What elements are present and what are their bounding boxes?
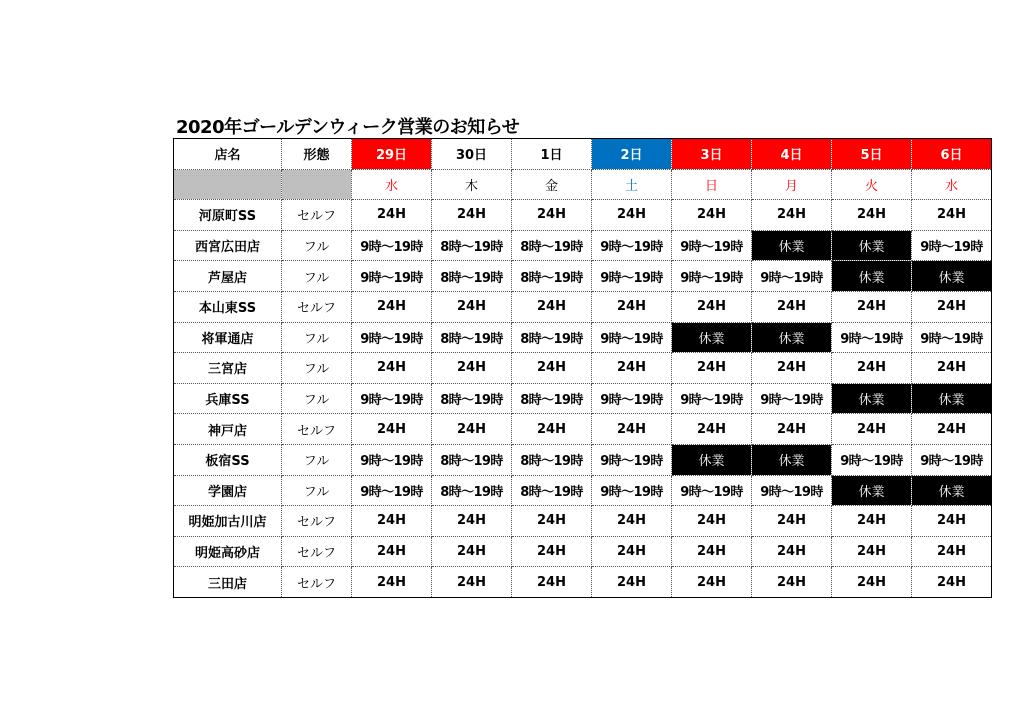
- hours-cell: 24H: [752, 567, 832, 598]
- hours-cell: 9時～19時: [752, 383, 832, 414]
- hours-cell: 24H: [752, 353, 832, 384]
- table-row: [174, 567, 992, 598]
- hours-cell: 8時～19時: [432, 322, 512, 353]
- hours-cell: 9時～19時: [672, 383, 752, 414]
- table-row: [174, 291, 992, 322]
- store-name: 神戸店: [174, 414, 282, 445]
- header-date: 1日: [512, 139, 592, 170]
- table-row: [174, 414, 992, 445]
- header-date: 29日: [352, 139, 432, 170]
- header-blank-cell: [282, 169, 352, 200]
- header-row-weekdays: [174, 169, 992, 200]
- store-name: 芦屋店: [174, 261, 282, 292]
- hours-cell: 24H: [832, 567, 912, 598]
- hours-cell: 8時～19時: [432, 383, 512, 414]
- header-date: 3日: [672, 139, 752, 170]
- header-date: 4日: [752, 139, 832, 170]
- hours-cell: 24H: [672, 567, 752, 598]
- hours-cell: 24H: [912, 536, 992, 567]
- header-weekday: 木: [432, 169, 512, 200]
- hours-cell: 24H: [672, 536, 752, 567]
- store-name: 板宿SS: [174, 444, 282, 475]
- header-weekday: 月: [752, 169, 832, 200]
- hours-cell: 9時～19時: [912, 444, 992, 475]
- store-name: 兵庫SS: [174, 383, 282, 414]
- header-row-dates: [174, 139, 992, 170]
- hours-cell: 8時～19時: [512, 475, 592, 506]
- hours-cell: 9時～19時: [352, 261, 432, 292]
- hours-cell: 8時～19時: [512, 261, 592, 292]
- table-row: [174, 506, 992, 537]
- hours-cell: 8時～19時: [512, 444, 592, 475]
- header-weekday: 日: [672, 169, 752, 200]
- hours-cell: 24H: [912, 414, 992, 445]
- header-store-type: 形態: [282, 139, 352, 170]
- store-type: セルフ: [282, 506, 352, 537]
- hours-cell: 24H: [432, 506, 512, 537]
- hours-cell: 24H: [912, 353, 992, 384]
- closed-cell: 休業: [912, 261, 992, 292]
- closed-cell: 休業: [672, 322, 752, 353]
- hours-cell: 9時～19時: [672, 230, 752, 261]
- hours-cell: 8時～19時: [432, 444, 512, 475]
- table-row: [174, 475, 992, 506]
- table-row: [174, 353, 992, 384]
- store-type: フル: [282, 261, 352, 292]
- hours-cell: 9時～19時: [352, 322, 432, 353]
- table-row: [174, 322, 992, 353]
- hours-cell: 24H: [912, 200, 992, 231]
- store-type: フル: [282, 230, 352, 261]
- hours-cell: 9時～19時: [592, 383, 672, 414]
- hours-cell: 24H: [752, 291, 832, 322]
- store-type: フル: [282, 475, 352, 506]
- hours-cell: 9時～19時: [912, 322, 992, 353]
- header-weekday: 水: [352, 169, 432, 200]
- closed-cell: 休業: [752, 230, 832, 261]
- hours-cell: 24H: [592, 567, 672, 598]
- store-type: フル: [282, 444, 352, 475]
- hours-cell: 24H: [592, 291, 672, 322]
- hours-cell: 24H: [912, 567, 992, 598]
- hours-cell: 24H: [432, 200, 512, 231]
- hours-cell: 24H: [352, 291, 432, 322]
- hours-cell: 24H: [352, 353, 432, 384]
- hours-cell: 24H: [592, 353, 672, 384]
- header-date: 5日: [832, 139, 912, 170]
- hours-cell: 24H: [832, 200, 912, 231]
- hours-cell: 9時～19時: [352, 383, 432, 414]
- hours-cell: 24H: [832, 414, 912, 445]
- closed-cell: 休業: [832, 383, 912, 414]
- hours-cell: 8時～19時: [432, 475, 512, 506]
- store-name: 西宮広田店: [174, 230, 282, 261]
- store-type: フル: [282, 353, 352, 384]
- hours-cell: 24H: [512, 414, 592, 445]
- table-row: [174, 383, 992, 414]
- hours-cell: 24H: [432, 567, 512, 598]
- hours-cell: 8時～19時: [432, 261, 512, 292]
- closed-cell: 休業: [912, 475, 992, 506]
- hours-cell: 9時～19時: [832, 444, 912, 475]
- hours-cell: 8時～19時: [512, 383, 592, 414]
- hours-cell: 8時～19時: [432, 230, 512, 261]
- schedule-table: [173, 138, 992, 598]
- hours-cell: 9時～19時: [592, 322, 672, 353]
- hours-cell: 9時～19時: [752, 475, 832, 506]
- store-name: 本山東SS: [174, 291, 282, 322]
- hours-cell: 24H: [672, 291, 752, 322]
- hours-cell: 8時～19時: [512, 230, 592, 261]
- hours-cell: 24H: [672, 414, 752, 445]
- header-weekday: 火: [832, 169, 912, 200]
- store-name: 明姫高砂店: [174, 536, 282, 567]
- hours-cell: 24H: [432, 353, 512, 384]
- hours-cell: 9時～19時: [592, 444, 672, 475]
- hours-cell: 24H: [352, 506, 432, 537]
- store-type: フル: [282, 322, 352, 353]
- store-name: 三宮店: [174, 353, 282, 384]
- store-type: セルフ: [282, 291, 352, 322]
- hours-cell: 24H: [352, 567, 432, 598]
- schedule-body: [174, 139, 992, 598]
- hours-cell: 9時～19時: [832, 322, 912, 353]
- store-name: 学園店: [174, 475, 282, 506]
- hours-cell: 24H: [832, 536, 912, 567]
- header-store-name: 店名: [174, 139, 282, 170]
- hours-cell: 9時～19時: [592, 475, 672, 506]
- closed-cell: 休業: [832, 230, 912, 261]
- header-date: 30日: [432, 139, 512, 170]
- hours-cell: 24H: [512, 536, 592, 567]
- hours-cell: 24H: [832, 353, 912, 384]
- hours-cell: 24H: [352, 200, 432, 231]
- closed-cell: 休業: [752, 444, 832, 475]
- closed-cell: 休業: [912, 383, 992, 414]
- table-row: [174, 200, 992, 231]
- hours-cell: 9時～19時: [592, 261, 672, 292]
- hours-cell: 9時～19時: [592, 230, 672, 261]
- hours-cell: 24H: [592, 414, 672, 445]
- hours-cell: 9時～19時: [352, 230, 432, 261]
- hours-cell: 24H: [512, 506, 592, 537]
- header-date: 2日: [592, 139, 672, 170]
- hours-cell: 24H: [672, 200, 752, 231]
- hours-cell: 24H: [512, 200, 592, 231]
- hours-cell: 24H: [832, 291, 912, 322]
- closed-cell: 休業: [672, 444, 752, 475]
- hours-cell: 24H: [832, 506, 912, 537]
- hours-cell: 24H: [512, 567, 592, 598]
- hours-cell: 9時～19時: [672, 475, 752, 506]
- hours-cell: 24H: [672, 506, 752, 537]
- hours-cell: 24H: [912, 506, 992, 537]
- store-type: セルフ: [282, 567, 352, 598]
- hours-cell: 24H: [752, 506, 832, 537]
- closed-cell: 休業: [832, 261, 912, 292]
- header-date: 6日: [912, 139, 992, 170]
- hours-cell: 24H: [752, 414, 832, 445]
- hours-cell: 24H: [432, 291, 512, 322]
- hours-cell: 24H: [672, 353, 752, 384]
- store-name: 将軍通店: [174, 322, 282, 353]
- table-row: [174, 536, 992, 567]
- hours-cell: 9時～19時: [352, 475, 432, 506]
- store-type: フル: [282, 383, 352, 414]
- closed-cell: 休業: [752, 322, 832, 353]
- table-row: [174, 261, 992, 292]
- store-type: セルフ: [282, 200, 352, 231]
- hours-cell: 24H: [592, 506, 672, 537]
- hours-cell: 24H: [512, 353, 592, 384]
- hours-cell: 9時～19時: [752, 261, 832, 292]
- hours-cell: 9時～19時: [912, 230, 992, 261]
- hours-cell: 24H: [352, 536, 432, 567]
- store-name: 河原町SS: [174, 200, 282, 231]
- hours-cell: 8時～19時: [512, 322, 592, 353]
- header-weekday: 水: [912, 169, 992, 200]
- hours-cell: 24H: [752, 536, 832, 567]
- store-type: セルフ: [282, 536, 352, 567]
- hours-cell: 24H: [352, 414, 432, 445]
- hours-cell: 24H: [432, 536, 512, 567]
- header-blank-cell: [174, 169, 282, 200]
- hours-cell: 24H: [432, 414, 512, 445]
- page-title: 2020年ゴールデンウィーク営業のお知らせ: [176, 117, 520, 138]
- table-row: [174, 444, 992, 475]
- hours-cell: 9時～19時: [352, 444, 432, 475]
- header-weekday: 土: [592, 169, 672, 200]
- store-type: セルフ: [282, 414, 352, 445]
- closed-cell: 休業: [832, 475, 912, 506]
- hours-cell: 24H: [752, 200, 832, 231]
- hours-cell: 9時～19時: [672, 261, 752, 292]
- hours-cell: 24H: [592, 200, 672, 231]
- hours-cell: 24H: [592, 536, 672, 567]
- store-name: 明姫加古川店: [174, 506, 282, 537]
- table-row: [174, 230, 992, 261]
- store-name: 三田店: [174, 567, 282, 598]
- hours-cell: 24H: [912, 291, 992, 322]
- header-weekday: 金: [512, 169, 592, 200]
- hours-cell: 24H: [512, 291, 592, 322]
